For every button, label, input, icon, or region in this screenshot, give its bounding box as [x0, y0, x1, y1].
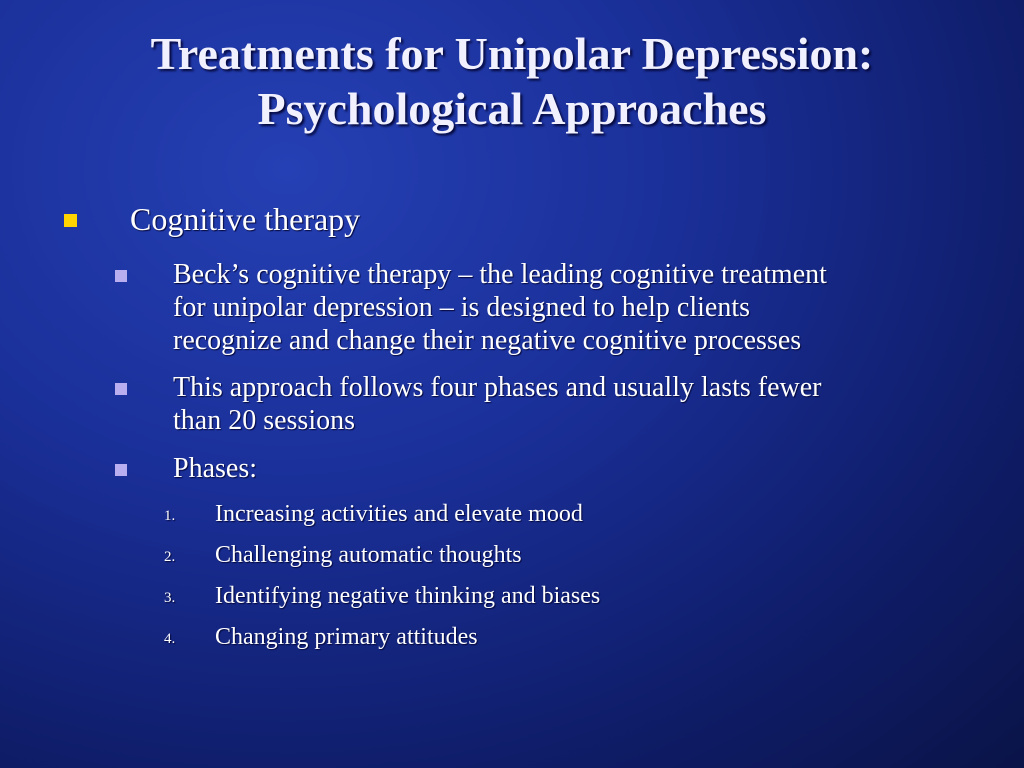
square-bullet-icon	[115, 270, 127, 282]
phase-text: Increasing activities and elevate mood	[215, 501, 583, 527]
square-bullet-icon	[115, 383, 127, 395]
title-line-2: Psychological Approaches	[257, 83, 767, 135]
phase-text: Changing primary attitudes	[215, 624, 478, 650]
list-number: 4.	[164, 631, 176, 647]
phase-text: Identifying negative thinking and biases	[215, 583, 601, 609]
main-bullet-text: Cognitive therapy	[130, 201, 361, 237]
sub-bullet-line: for unipolar depression – is designed to help clients	[173, 292, 750, 323]
sub-bullet-line: than 20 sessions	[173, 405, 355, 436]
sub-bullet-line: This approach follows four phases and usually lasts fewer	[173, 372, 822, 403]
list-number: 2.	[164, 549, 176, 565]
list-number: 3.	[164, 590, 176, 606]
sub-bullet-text	[173, 371, 973, 437]
sub-bullet-line: recognize and change their negative cognitive processes	[173, 325, 802, 356]
square-bullet-icon	[115, 464, 127, 476]
sub-bullet-line: Beck’s cognitive therapy – the leading cognitive treatment	[173, 259, 827, 290]
list-number: 1.	[164, 508, 176, 524]
slide-title	[0, 26, 1024, 136]
square-bullet-icon	[64, 214, 77, 227]
phase-text: Challenging automatic thoughts	[215, 542, 522, 568]
sub-bullet-line: Phases:	[173, 453, 257, 484]
sub-bullet-text	[173, 258, 973, 357]
title-line-1: Treatments for Unipolar Depression:	[150, 28, 874, 79]
sub-bullet-text	[173, 452, 973, 485]
